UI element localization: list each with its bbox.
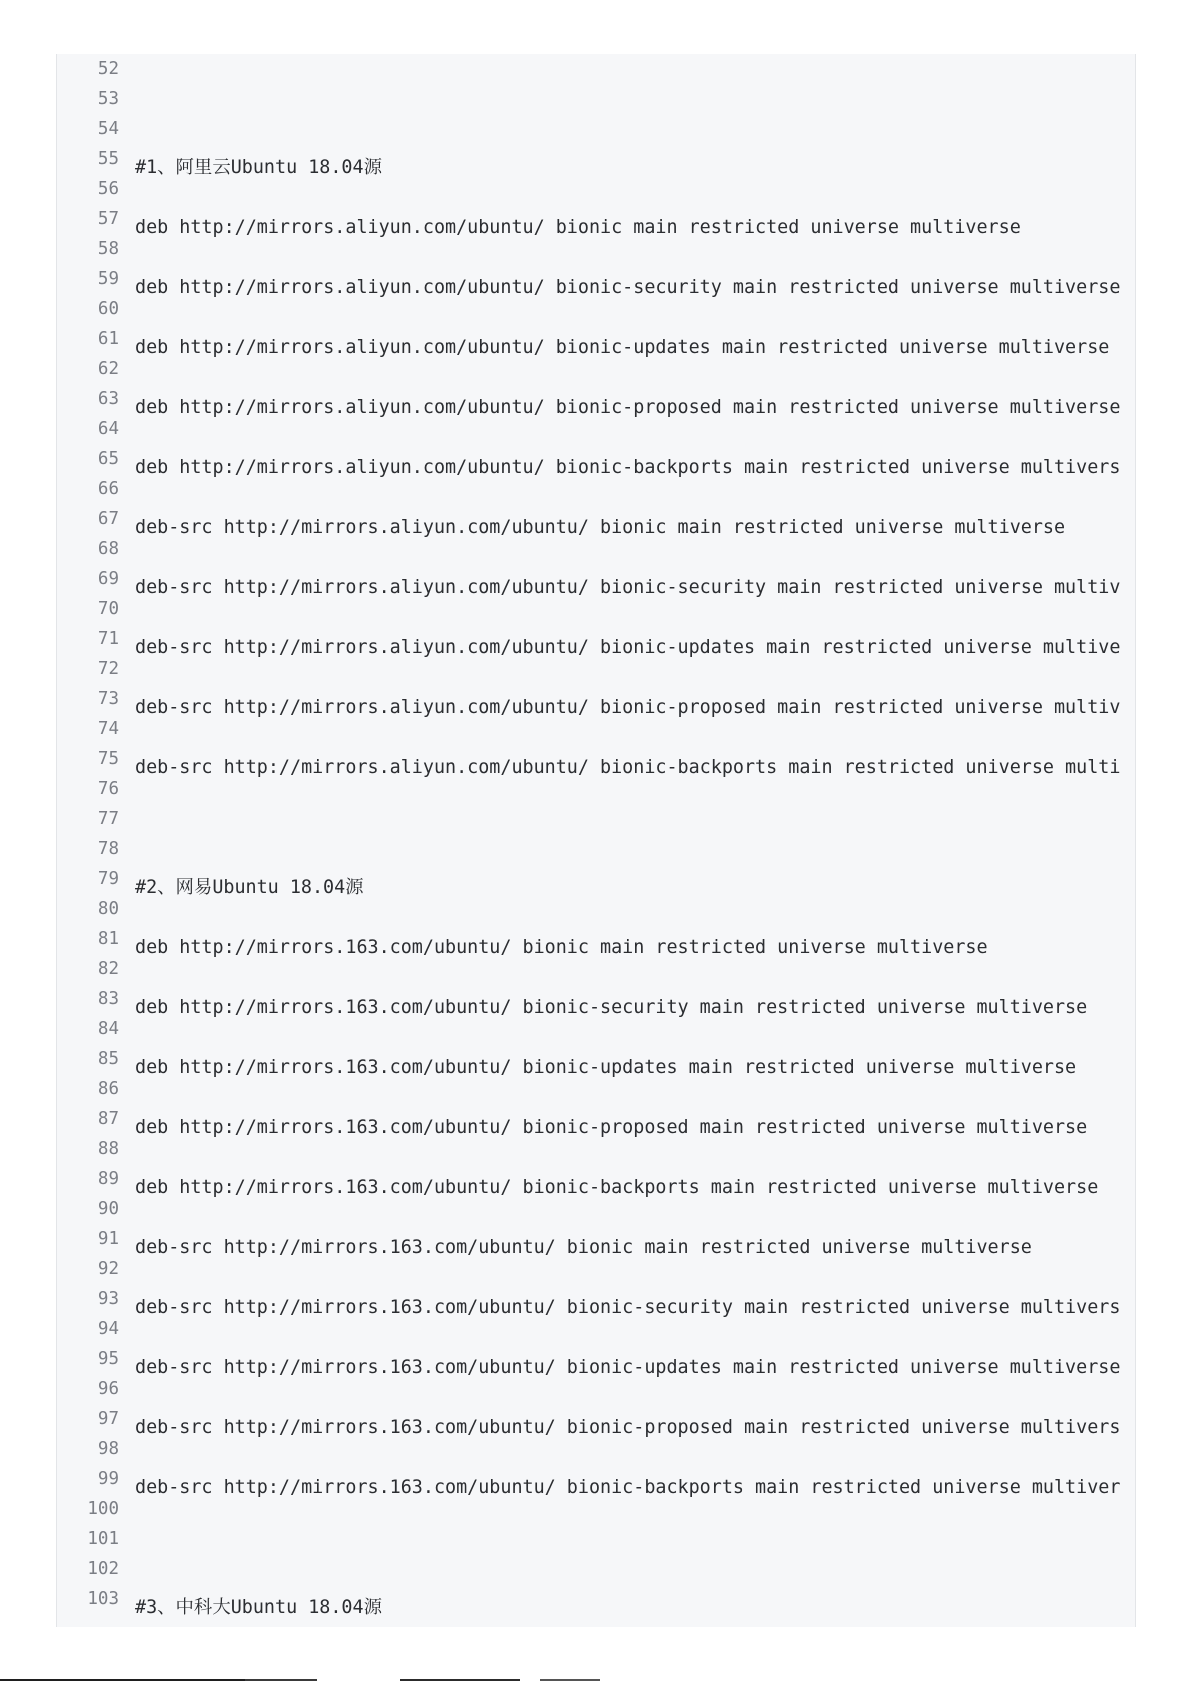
line-text: deb-src http://mirrors.163.com/ubuntu/ bionic main restricted universe multiverse xyxy=(135,1237,1032,1258)
code-line xyxy=(57,294,1135,324)
code-line xyxy=(57,1344,1135,1378)
line-number: 83 xyxy=(97,989,119,1009)
code-line xyxy=(57,54,1135,84)
line-text: deb-src http://mirrors.aliyun.com/ubuntu/ bionic main restricted universe multiverse xyxy=(135,517,1066,538)
line-number: 80 xyxy=(97,899,119,919)
code-line xyxy=(57,1494,1135,1524)
line-text: deb http://mirrors.aliyun.com/ubuntu/ bionic-backports main restricted universe multivers xyxy=(135,457,1121,478)
code-line xyxy=(57,984,1135,1018)
line-text: deb-src http://mirrors.163.com/ubuntu/ bionic-security main restricted universe multivers xyxy=(135,1297,1121,1318)
code-line xyxy=(57,684,1135,718)
code-line xyxy=(57,1074,1135,1104)
line-text: #2、网易Ubuntu 18.04源 xyxy=(135,877,364,898)
line-number: 66 xyxy=(97,479,119,499)
line-text: deb-src http://mirrors.163.com/ubuntu/ bionic-backports main restricted universe multiver xyxy=(135,1477,1121,1498)
line-number: 84 xyxy=(97,1019,119,1039)
line-number: 76 xyxy=(97,779,119,799)
code-line xyxy=(57,1464,1135,1498)
footer-rule xyxy=(245,1679,317,1681)
code-line xyxy=(57,234,1135,264)
line-number: 99 xyxy=(97,1469,119,1489)
code-line xyxy=(57,774,1135,804)
line-number: 102 xyxy=(87,1559,119,1579)
line-text: deb http://mirrors.163.com/ubuntu/ bionic-backports main restricted universe multiverse xyxy=(135,1177,1099,1198)
code-line xyxy=(57,1404,1135,1438)
line-number: 71 xyxy=(97,629,119,649)
code-line xyxy=(57,474,1135,504)
code-line xyxy=(57,84,1135,114)
line-number: 79 xyxy=(97,869,119,889)
line-number: 87 xyxy=(97,1109,119,1129)
line-text: deb http://mirrors.aliyun.com/ubuntu/ bionic main restricted universe multiverse xyxy=(135,217,1021,238)
footer-cut-off-strip xyxy=(0,1676,1191,1683)
line-number: 70 xyxy=(97,599,119,619)
line-number: 67 xyxy=(97,509,119,529)
code-block xyxy=(56,54,1136,1627)
code-line xyxy=(57,924,1135,958)
code-line xyxy=(57,654,1135,684)
line-text: deb-src http://mirrors.163.com/ubuntu/ bionic-updates main restricted universe multiverse xyxy=(135,1357,1121,1378)
line-number: 52 xyxy=(97,59,119,79)
code-line xyxy=(57,504,1135,538)
line-number: 92 xyxy=(97,1259,119,1279)
line-text: deb-src http://mirrors.aliyun.com/ubuntu/ bionic-backports main restricted universe multi xyxy=(135,757,1121,778)
line-number: 100 xyxy=(87,1499,119,1519)
line-number: 97 xyxy=(97,1409,119,1429)
code-line xyxy=(57,894,1135,924)
line-number: 98 xyxy=(97,1439,119,1459)
code-line xyxy=(57,1164,1135,1198)
line-text: deb http://mirrors.aliyun.com/ubuntu/ bionic-security main restricted universe multiverse xyxy=(135,277,1121,298)
line-number: 94 xyxy=(97,1319,119,1339)
line-number: 77 xyxy=(97,809,119,829)
code-line xyxy=(57,1104,1135,1138)
code-line xyxy=(57,624,1135,658)
line-number: 72 xyxy=(97,659,119,679)
line-text: deb http://mirrors.163.com/ubuntu/ bionic-updates main restricted universe multiverse xyxy=(135,1057,1077,1078)
line-text: deb-src http://mirrors.aliyun.com/ubuntu/ bionic-security main restricted universe multiv xyxy=(135,577,1121,598)
line-number: 74 xyxy=(97,719,119,739)
code-line xyxy=(57,1554,1135,1584)
line-number: 89 xyxy=(97,1169,119,1189)
line-text: #3、中科大Ubuntu 18.04源 xyxy=(135,1597,382,1618)
line-number: 81 xyxy=(97,929,119,949)
line-text: #1、阿里云Ubuntu 18.04源 xyxy=(135,157,382,178)
line-number: 101 xyxy=(87,1529,119,1549)
line-number: 57 xyxy=(97,209,119,229)
code-line xyxy=(57,804,1135,834)
line-number: 73 xyxy=(97,689,119,709)
code-line xyxy=(57,1014,1135,1044)
line-text: deb http://mirrors.163.com/ubuntu/ bionic-security main restricted universe multiverse xyxy=(135,997,1088,1018)
code-line xyxy=(57,414,1135,444)
code-line xyxy=(57,174,1135,204)
line-number: 103 xyxy=(87,1589,119,1609)
line-number: 59 xyxy=(97,269,119,289)
line-number: 61 xyxy=(97,329,119,349)
line-text: deb http://mirrors.aliyun.com/ubuntu/ bionic-proposed main restricted universe multiverse xyxy=(135,397,1121,418)
line-number: 63 xyxy=(97,389,119,409)
line-number: 53 xyxy=(97,89,119,109)
code-line xyxy=(57,1194,1135,1224)
code-line xyxy=(57,954,1135,984)
line-number: 88 xyxy=(97,1139,119,1159)
code-line xyxy=(57,1434,1135,1464)
code-line xyxy=(57,354,1135,384)
line-number: 64 xyxy=(97,419,119,439)
line-number: 68 xyxy=(97,539,119,559)
line-text: deb-src http://mirrors.aliyun.com/ubuntu/ bionic-updates main restricted universe multive xyxy=(135,637,1121,658)
code-line xyxy=(57,384,1135,418)
code-line xyxy=(57,1284,1135,1318)
footer-rule xyxy=(540,1679,600,1681)
code-line xyxy=(57,1314,1135,1344)
line-text: deb http://mirrors.163.com/ubuntu/ bionic main restricted universe multiverse xyxy=(135,937,988,958)
line-number: 93 xyxy=(97,1289,119,1309)
code-line xyxy=(57,1134,1135,1164)
line-number: 82 xyxy=(97,959,119,979)
footer-rule xyxy=(400,1679,520,1681)
line-number: 62 xyxy=(97,359,119,379)
code-line xyxy=(57,1224,1135,1258)
line-number: 95 xyxy=(97,1349,119,1369)
code-line xyxy=(57,144,1135,178)
line-number: 96 xyxy=(97,1379,119,1399)
line-text: deb http://mirrors.163.com/ubuntu/ bionic-proposed main restricted universe multiverse xyxy=(135,1117,1088,1138)
code-line xyxy=(57,1524,1135,1554)
code-line xyxy=(57,864,1135,898)
line-number: 56 xyxy=(97,179,119,199)
line-number: 65 xyxy=(97,449,119,469)
code-line xyxy=(57,834,1135,864)
code-line xyxy=(57,1374,1135,1404)
line-text: deb-src http://mirrors.163.com/ubuntu/ bionic-proposed main restricted universe multivers xyxy=(135,1417,1121,1438)
line-number: 75 xyxy=(97,749,119,769)
line-number: 54 xyxy=(97,119,119,139)
code-line xyxy=(57,204,1135,238)
line-number: 69 xyxy=(97,569,119,589)
line-number: 55 xyxy=(97,149,119,169)
line-number: 78 xyxy=(97,839,119,859)
line-number: 91 xyxy=(97,1229,119,1249)
line-number: 90 xyxy=(97,1199,119,1219)
code-line xyxy=(57,594,1135,624)
code-line xyxy=(57,114,1135,144)
code-line xyxy=(57,324,1135,358)
code-line xyxy=(57,714,1135,744)
code-line xyxy=(57,534,1135,564)
code-line xyxy=(57,564,1135,598)
code-line xyxy=(57,1044,1135,1078)
line-text: deb http://mirrors.aliyun.com/ubuntu/ bionic-updates main restricted universe multiverse xyxy=(135,337,1110,358)
line-text: deb-src http://mirrors.aliyun.com/ubuntu/ bionic-proposed main restricted universe multiv xyxy=(135,697,1121,718)
code-line xyxy=(57,444,1135,478)
code-line xyxy=(57,1254,1135,1284)
line-number: 58 xyxy=(97,239,119,259)
code-line xyxy=(57,264,1135,298)
line-number: 85 xyxy=(97,1049,119,1069)
line-number: 86 xyxy=(97,1079,119,1099)
line-number: 60 xyxy=(97,299,119,319)
code-line xyxy=(57,1584,1135,1618)
code-line xyxy=(57,744,1135,778)
footer-rule xyxy=(0,1679,245,1681)
